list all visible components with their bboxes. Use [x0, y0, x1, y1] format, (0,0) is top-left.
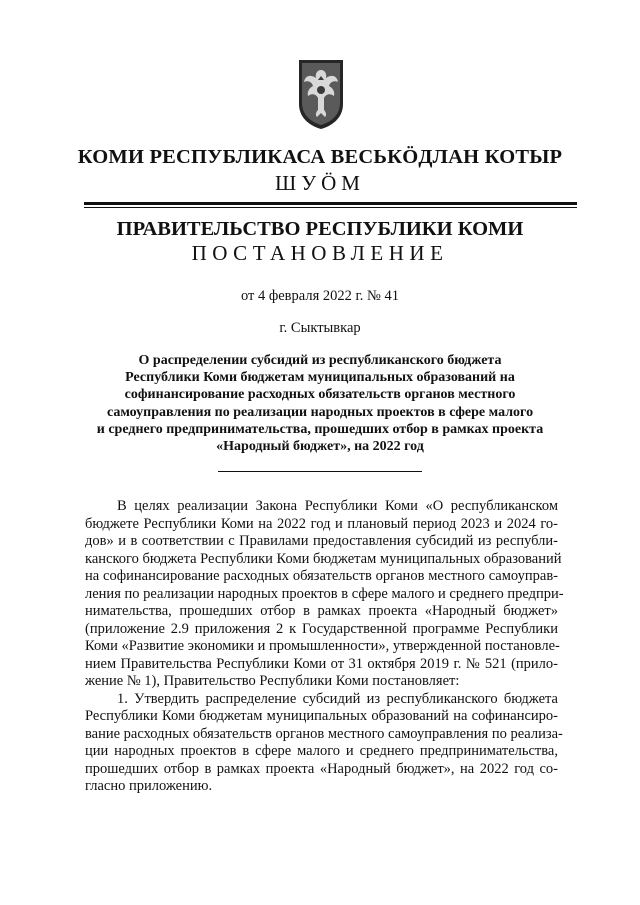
text-line: на софинансирование расходных обязательств органов местного самоуправ-: [85, 568, 558, 584]
komi-document-type: ШУӦМ: [275, 171, 365, 195]
text-line: ции народных проектов в сфере малого и среднего предпринимательства,: [85, 743, 558, 759]
document-body: [85, 498, 564, 796]
text-line: 1. Утвердить распределение субсидий из республиканского бюджета: [117, 690, 558, 707]
document-title: [80, 352, 560, 455]
text-line: Республики Коми бюджетам муниципальных образований на софинансиро-: [85, 708, 558, 724]
text-line: нием Правительства Республики Коми от 31 октября 2019 г. № 521 (прило-: [85, 655, 558, 672]
title-line: самоуправления по реализации народных проектов в сфере малого: [106, 404, 534, 420]
text-line: вание расходных обязательств органов местного самоуправления по реализа-: [85, 725, 563, 742]
text-line: канского бюджета Республики Коми бюджетам муниципальных образований: [85, 550, 562, 567]
text-line: (приложение 2.9 приложения 2 к Государственной программе Республики: [85, 620, 558, 637]
komi-government-name: КОМИ РЕСПУБЛИКАСА ВЕСЬКӦДЛАН КОТЫР: [77, 146, 563, 168]
text-line: нимательства, прошедших отбор в рамках проекта «Народный бюджет»: [85, 603, 558, 619]
title-line: «Народный бюджет», на 2022 год: [216, 439, 424, 455]
title-line: и среднего предпринимательства, прошедших отбор в рамках проекта: [96, 421, 544, 437]
text-line: бюджете Республики Коми на 2022 год и плановый период 2023 и 2024 го-: [85, 515, 558, 532]
text-line: ления по реализации народных проектов в сфере малого и среднего предпри-: [85, 585, 564, 602]
title-underline: [218, 471, 422, 472]
header-divider-thin: [84, 207, 577, 208]
title-line: Республики Коми бюджетам муниципальных образований на: [125, 370, 515, 386]
paragraph-item-1: [85, 690, 563, 796]
text-line: Коми «Развитие экономики и промышленности», утвержденной постановле-: [85, 638, 560, 654]
paragraph-preamble: [85, 498, 564, 691]
title-line: софинансирование расходных обязательств органов местного: [124, 387, 516, 403]
government-name: ПРАВИТЕЛЬСТВО РЕСПУБЛИКИ КОМИ: [116, 218, 524, 240]
text-line: В целях реализации Закона Республики Коми «О республиканском: [117, 498, 558, 514]
document-date-number: от 4 февраля 2022 г. № 41: [240, 288, 400, 304]
text-line: гласно приложению.: [85, 778, 213, 794]
komi-coat-of-arms-icon: [296, 58, 346, 130]
document-city: г. Сыктывкар: [279, 320, 361, 336]
header-divider-thick: [84, 202, 577, 205]
document-type: ПОСТАНОВЛЕНИЕ: [191, 241, 449, 265]
text-line: прошедших отбор в рамках проекта «Народный бюджет», на 2022 год со-: [85, 760, 558, 777]
text-line: дов» и в соответствии с Правилами предоставления субсидий из республи-: [85, 533, 558, 549]
text-line: жение № 1), Правительство Республики Коми постановляет:: [85, 673, 460, 689]
title-line: О распределении субсидий из республиканского бюджета: [138, 353, 502, 368]
